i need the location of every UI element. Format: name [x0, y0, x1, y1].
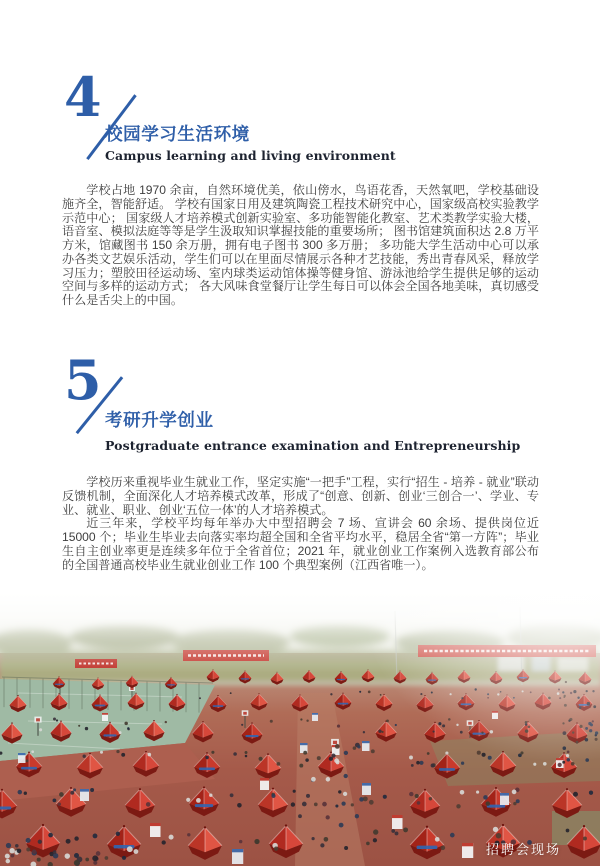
paragraph: 近三年来，学校平均每年举办大中型招聘会 7 场、宣讲会 60 余场、提供岗位近 15000 个；毕业生毕业去向落实率均超全国和全省平均水平，稳居全省“第一方阵”；毕业生自主创业率更是连续多年位于全省首位；2021 年，就业创业工作案例入选教育部公布的全国普通高校毕业生就业创业工作 100 个典型案例（江西省唯一）。	[62, 516, 539, 572]
paragraph: 学校历来重视毕业生就业工作，坚定实施“一把手”工程，实行“招生 - 培养 - 就业”联动反馈机制，全面深化人才培养模式改革，形成了“创意、创新、创业‘三创合一’、学业、专业、就业、职业、创业‘五位一体’的人才培养模式。	[62, 475, 539, 517]
paragraph: 学校占地 1970 余亩，自然环境优美，依山傍水，鸟语花香，天然氧吧，学校基础设施齐全，智能舒适。 学校有国家日用及建筑陶瓷工程技术研究中心，国家级高校实验教学示范中心； 国家级人才培养模式创新实验室、多功能智能化教室、艺术类教学实验大楼，语音室、模拟法庭等等是学生汲取知识掌握技能的重要场所； 图书馆建筑面积达 2.8 万平方米，馆藏图书 150 余万册，拥有电子图书 300 多万册； 多功能大学生活动中心可以承办各类文艺娱乐活动，学生们可以在里面尽情展示各种才艺技能，秀出青春风采，释放学习压力；塑胶田径运动场、室内球类运动馆体操等健身馆、游泳池给学生提供足够的运动空间与多样的运动方式； 各大风味食堂餐厅让学生每日可以体会全国各地美味，真切感受什么是舌尖上的中国。	[62, 183, 539, 307]
job-fair-photo	[0, 593, 600, 866]
photo-caption: 招聘会现场	[485, 842, 561, 857]
section-title-zh: 校园学习生活环境	[105, 125, 250, 145]
section-body	[62, 476, 539, 572]
section-number: 4	[64, 65, 102, 129]
section-title-en: Postgraduate entrance examination and Entrepreneurship	[105, 438, 521, 453]
section-title-en: Campus learning and living environment	[105, 148, 396, 163]
section-body	[62, 184, 539, 308]
section-title-zh: 考研升学创业	[105, 411, 214, 431]
job-fair-photo-illustration	[0, 593, 600, 866]
section-number: 5	[64, 348, 102, 412]
